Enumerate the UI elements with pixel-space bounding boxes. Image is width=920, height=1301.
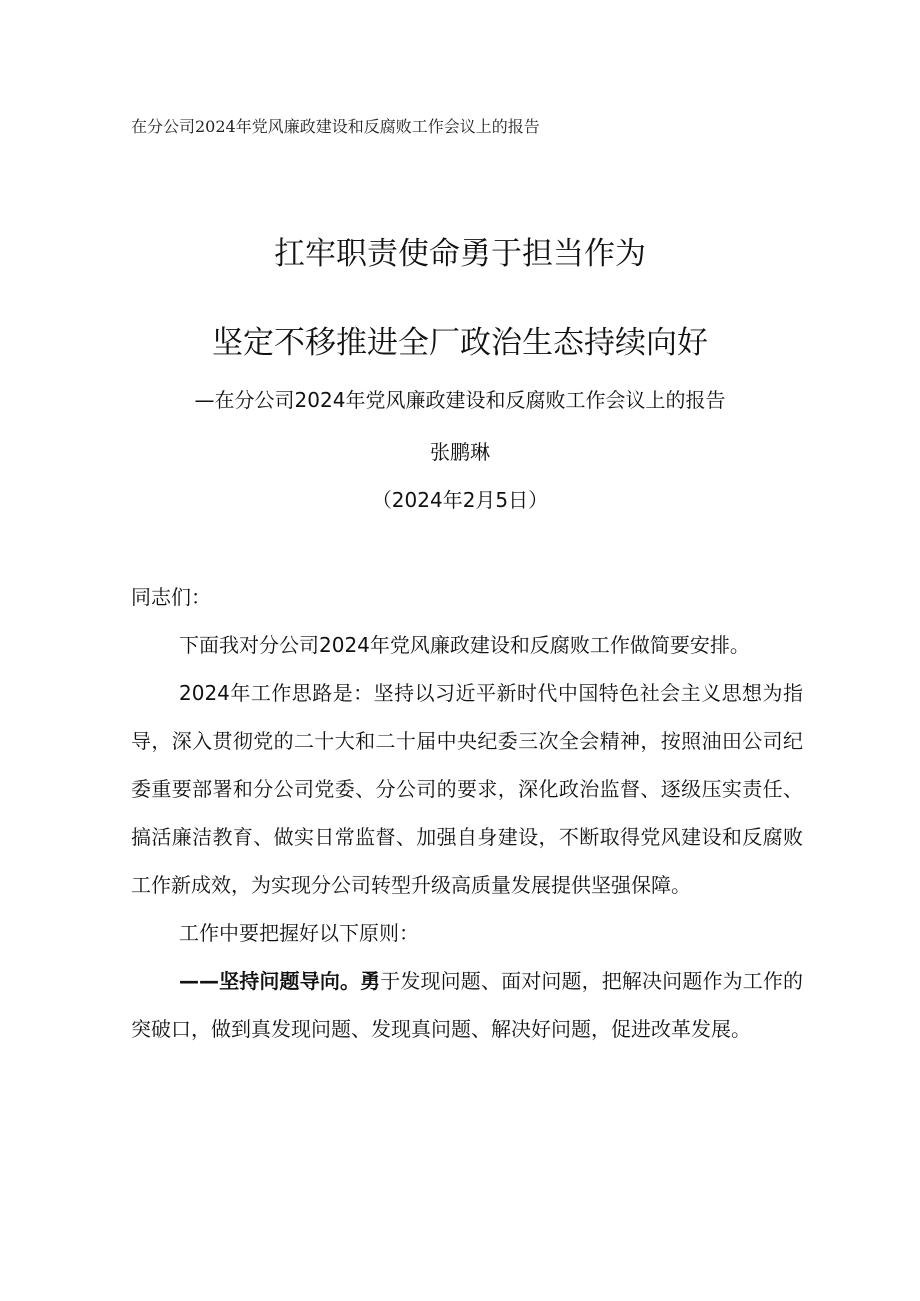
document-subtitle: —在分公司2024年党风廉政建设和反腐败工作会议上的报告 [194,388,726,412]
principle-body: 于发现问题、面对问题，把解决问题作为工作的突破口，做到真发现问题、发现真问题、解决好问题，促进改革发展。 [131,969,804,1041]
paragraph-intro: 下面我对分公司2024年党风廉政建设和反腐败工作做简要安排。 [179,633,750,657]
author-name: 张鹏琳 [430,440,490,464]
document-title-line-2: 坚定不移推进全厂政治生态持续向好 [212,325,708,361]
principle-heading: ——坚持问题导向。勇 [179,969,381,993]
report-date: （2024年2月5日） [371,488,549,512]
document-title-line-1: 扛牢职责使命勇于担当作为 [274,236,646,272]
body-paragraphs [131,621,803,1053]
paragraph-work-approach: 2024年工作思路是：坚持以习近平新时代中国特色社会主义思想为指导，深入贯彻党的二十大和二十届中央纪委三次全会精神，按照油田公司纪委重要部署和分公司党委、分公司的要求，深化政治监督、逐级压实责任、搞活廉洁教育、做实日常监督、加强自身建设，不断取得党风建设和反腐败工作新成效，为实现分公司转型升级高质量发展提供坚强保障。 [131,681,803,897]
running-header: 在分公司2024年党风廉政建设和反腐败工作会议上的报告 [131,117,540,136]
paragraph-principle-problem-oriented [131,957,803,1053]
salutation: 同志们： [131,585,211,609]
paragraph-principles-intro: 工作中要把握好以下原则： [179,921,419,945]
